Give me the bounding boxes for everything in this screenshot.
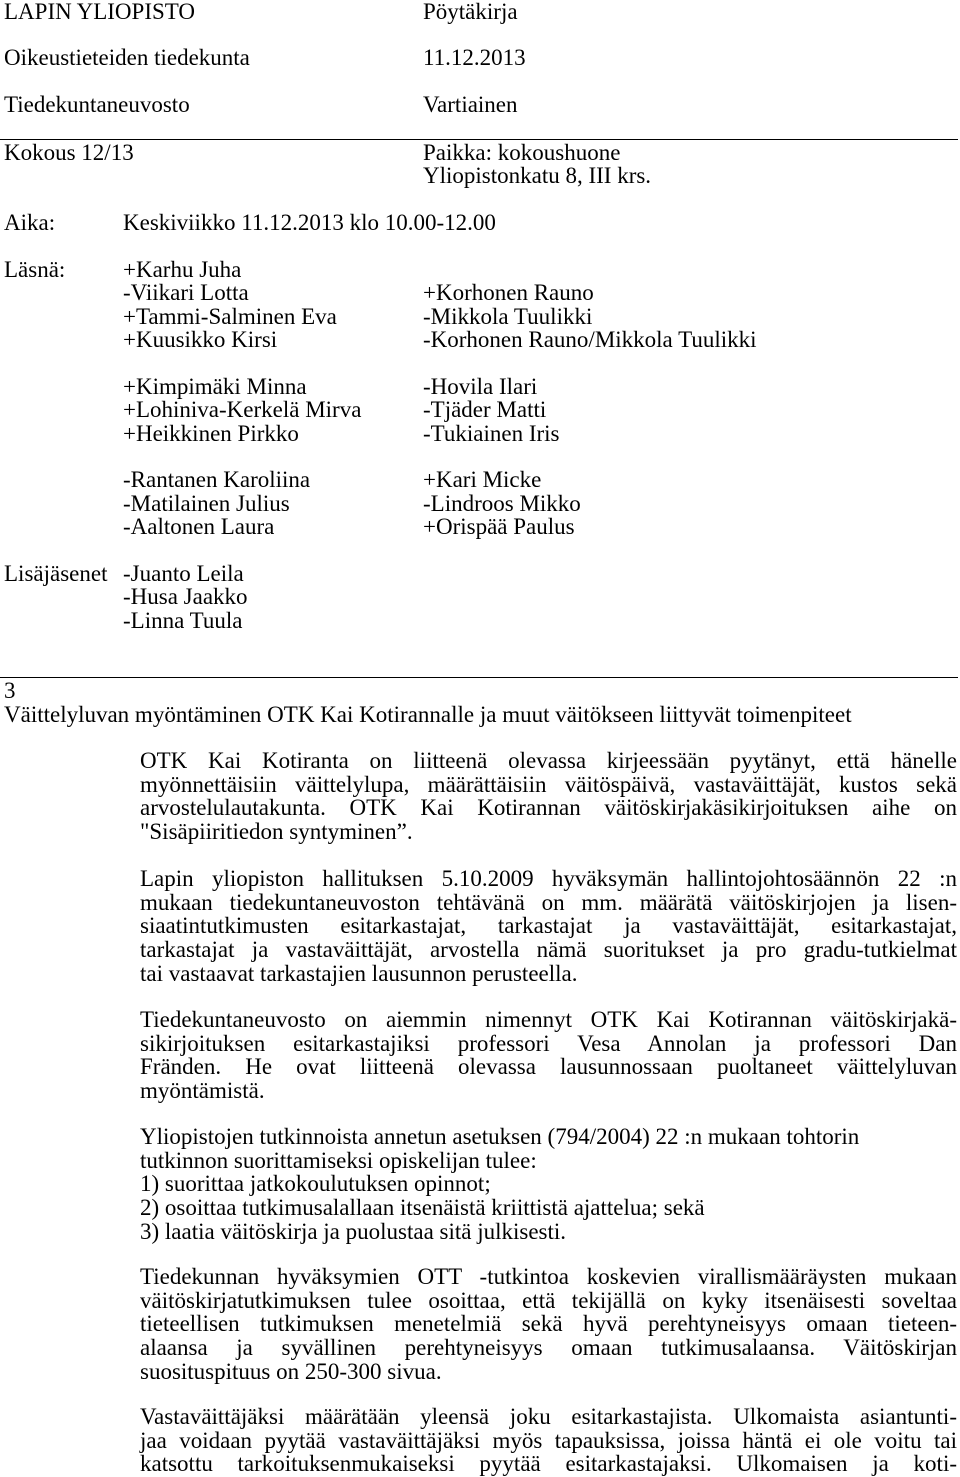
additional-member: -Juanto Leila — [123, 561, 244, 586]
paragraph-line: katsottu tarkoituksenmukaiseksi pyytää esitarkastajaksi. Ulkomaisen ja koti- — [140, 1451, 957, 1477]
paragraph-line: väitöskirjatutkimuksen tulee osoittaa, että tekijällä on kyky itsenäisesti soveltaa — [140, 1287, 957, 1313]
body-paragraph — [140, 1125, 957, 1244]
paragraph-line: jaa voidaan pyytää vastaväittäjäksi myös tapauksissa, joissa häntä ei ole voitu tai — [140, 1427, 957, 1453]
university-name: LAPIN YLIOPISTO — [4, 0, 196, 24]
council-name: Tiedekuntaneuvosto — [4, 92, 190, 117]
paragraph-line: Tiedekunnan hyväksymien OTT -tutkintoa koskevien virallismääräysten mukaan — [140, 1264, 957, 1289]
present-member: -Rantanen Karoliina — [123, 467, 311, 492]
paragraph-line: "Sisäpiiritiedon syntyminen”. — [140, 819, 413, 845]
paragraph-line: alaansa ja syvällinen perehtyneisyys omaan tutkimusalaansa. Väitöskirjan — [140, 1335, 957, 1361]
paragraph-line: 2) osoittaa tutkimusalallaan itsenäistä kriittistä ajattelua; sekä — [140, 1195, 705, 1221]
agenda-item-title: Väittelyluvan myöntäminen OTK Kai Kotirannalle ja muut väitökseen liittyvät toimenpiteet — [4, 702, 852, 727]
meeting-place: Paikka: kokoushuone — [423, 140, 621, 165]
agenda-divider — [0, 677, 958, 678]
present-member: +Kari Micke — [423, 467, 542, 492]
present-member: +Korhonen Rauno — [423, 280, 594, 305]
faculty-name: Oikeustieteiden tiedekunta — [4, 45, 250, 70]
present-member: +Kimpimäki Minna — [123, 374, 307, 399]
paragraph-line: siaatintutkimusten esitarkastajat, tarkastajat ja vastaväittäjät, esitarkastajat, — [140, 913, 957, 939]
present-member: -Hovila Ilari — [423, 374, 538, 399]
paragraph-line: mukaan tiedekuntaneuvoston tehtävänä on mm. määrätä väitöskirjojen ja lisen- — [140, 889, 957, 915]
paragraph-line: Yliopistojen tutkinnoista annetun asetuksen (794/2004) 22 :n mukaan tohtorin — [140, 1124, 860, 1149]
paragraph-line: suosituspituus on 250-300 sivua. — [140, 1358, 442, 1384]
present-member: -Viikari Lotta — [123, 280, 249, 305]
paragraph-line: arvostelulautakunta. OTK Kai Kotirannan väitöskirjakäsikirjoituksen aihe on — [140, 795, 957, 821]
paragraph-line: 1) suorittaa jatkokoulutuksen opinnot; — [140, 1171, 491, 1197]
present-member: -Mikkola Tuulikki — [423, 304, 593, 329]
body-paragraph — [140, 1265, 957, 1384]
document-type: Pöytäkirja — [423, 0, 518, 24]
present-member: +Kuusikko Kirsi — [123, 327, 278, 352]
present-member: -Tjäder Matti — [423, 397, 547, 422]
paragraph-line: Vastaväittäjäksi määrätään yleensä joku esitarkastajista. Ulkomaista asiantunti- — [140, 1404, 957, 1429]
additional-members-label: Lisäjäsenet — [4, 561, 108, 586]
present-member: +Karhu Juha — [123, 257, 242, 282]
agenda-item-number: 3 — [4, 678, 16, 703]
meeting-address: Yliopistonkatu 8, III krs. — [423, 163, 652, 188]
paragraph-line: Fränden. He ovat liitteenä olevassa lausunnossaan puoltaneet väittelyluvan — [140, 1054, 957, 1080]
present-member: -Korhonen Rauno/Mikkola Tuulikki — [423, 327, 757, 352]
time-value: Keskiviikko 11.12.2013 klo 10.00-12.00 — [123, 210, 496, 235]
time-label: Aika: — [4, 210, 56, 235]
present-member: +Tammi-Salminen Eva — [123, 304, 337, 329]
present-member: +Orispää Paulus — [423, 514, 575, 539]
body-paragraph — [140, 1405, 957, 1476]
present-member: -Aaltonen Laura — [123, 514, 275, 539]
body-paragraph — [140, 1008, 957, 1103]
paragraph-line: OTK Kai Kotiranta on liitteenä olevassa kirjeessään pyytänyt, että hänelle — [140, 748, 957, 773]
paragraph-line: tieteellisen tutkimuksen menetelmiä sekä hyvä perehtyneisyys omaan tieteen- — [140, 1311, 957, 1337]
document-date: 11.12.2013 — [423, 45, 526, 70]
additional-member: -Husa Jaakko — [123, 584, 248, 609]
additional-member: -Linna Tuula — [123, 608, 243, 633]
present-label: Läsnä: — [4, 257, 66, 282]
paragraph-line: tarkastajat ja vastaväittäjät, arvostella nämä suoritukset ja pro gradu-tutkielmat — [140, 937, 957, 963]
body-paragraph — [140, 867, 957, 986]
paragraph-line: tutkinnon suorittamiseksi opiskelijan tulee: — [140, 1147, 537, 1173]
paragraph-line: 3) laatia väitöskirja ja puolustaa sitä julkisesti. — [140, 1218, 567, 1244]
present-member: -Tukiainen Iris — [423, 421, 560, 446]
paragraph-line: myönnettäisiin väittelylupa, määrättäisiin väitöspäivä, vastaväittäjät, kustos sekä — [140, 771, 957, 797]
present-member: -Lindroos Mikko — [423, 491, 581, 516]
present-member: +Heikkinen Pirkko — [123, 421, 299, 446]
paragraph-line: tai vastaavat tarkastajien lausunnon perusteella. — [140, 960, 578, 986]
paragraph-line: myöntämistä. — [140, 1078, 265, 1104]
paragraph-line: Tiedekuntaneuvosto on aiemmin nimennyt OTK Kai Kotirannan väitöskirjakä- — [140, 1007, 957, 1032]
present-member: -Matilainen Julius — [123, 491, 290, 516]
author-name: Vartiainen — [423, 92, 518, 117]
present-member: +Lohiniva-Kerkelä Mirva — [123, 397, 362, 422]
paragraph-line: sikirjoituksen esitarkastajiksi professori Vesa Annolan ja professori Dan — [140, 1030, 957, 1056]
meeting-number: Kokous 12/13 — [4, 140, 134, 165]
paragraph-line: Lapin yliopiston hallituksen 5.10.2009 hyväksymän hallintojohtosäännön 22 :n — [140, 866, 957, 891]
body-paragraph — [140, 749, 957, 844]
